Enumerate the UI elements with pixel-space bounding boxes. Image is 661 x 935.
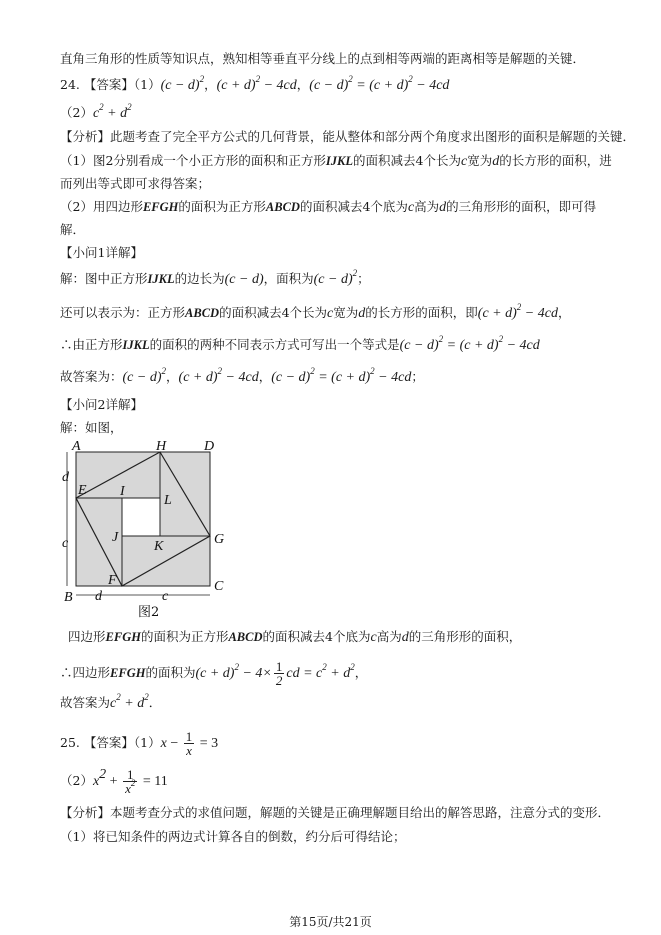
label-i: I xyxy=(120,484,125,499)
label-d: D xyxy=(204,440,215,454)
q25-answer2-line: $(2)x^2$ + $\frac{1}{x^2}$ = 11 xyxy=(60,767,168,796)
solution-2-line-3: ∴四边形EFGH的面积为$(c + d)^2 - 4\times$ $\frac{1}{2}$ cd = $c^2 + d^2$， xyxy=(60,659,368,688)
solution-2-line-1: 解：如图， xyxy=(60,420,123,435)
figure-caption: 图2 xyxy=(138,605,160,620)
dim-label-d-bottom: d xyxy=(95,589,102,604)
solution-1-answer: 故答案为：$(c - d)^2$，$(c + d)^2 - 4cd$，$(c - d)^2 = (c + d)^2 - 4cd$； xyxy=(60,366,424,385)
solution-2-answer: 故答案为$c^2 + d^2$． xyxy=(60,692,162,711)
label-e: E xyxy=(78,483,87,498)
label-c: C xyxy=(214,579,224,594)
page-footer: 第15页/共21页 xyxy=(289,915,372,929)
q25-answer-line: 25. 【答案】（1）x − $\frac{1}{x}$ = 3 xyxy=(60,729,219,758)
analysis-point-1-cont: 而列出等式即可求得答案； xyxy=(60,176,211,191)
solution-1-line-1: 解：图中正方形IJKL的边长为(c − d)，面积为$(c - d)^2$； xyxy=(60,268,370,287)
label-g: G xyxy=(214,532,225,547)
analysis-point-2-cont: 解． xyxy=(60,222,86,237)
label-b: B xyxy=(64,590,73,605)
q24-answer-line: 24. 【答案】$(1)(c - d)^2$，$(c + d)^2 - 4cd$，$(c - d)^2 = (c + d)^2 - 4cd$ xyxy=(60,74,450,93)
geometry-figure xyxy=(58,440,238,620)
analysis25-line: 【分析】本题考查分式的求值问题，解题的关键是正确理解题目给出的解答思路，注意分式的变形． xyxy=(60,805,611,820)
label-a: A xyxy=(72,440,81,454)
analysis-point-2: （2）用四边形EFGH的面积为正方形ABCD的面积减去4个底为c高为d的三角形形的面积，即可得 xyxy=(60,199,597,215)
analysis-line: 【分析】此题考查了完全平方公式的几何背景，能从整体和部分两个角度求出图形的面积是解题的关键． xyxy=(60,129,636,144)
q24-answer2-line: $(2)c^2 + d^2$ xyxy=(60,102,132,121)
label-l: L xyxy=(164,493,172,508)
label-h: H xyxy=(156,440,167,454)
solution-1-line-3: ∴由正方形IJKL的面积的两种不同表示方式可写出一个等式是$(c - d)^2 = (c + d)^2 - 4cd$ xyxy=(60,334,540,353)
subquestion-1-heading: 【小问1详解】 xyxy=(60,245,143,260)
dim-label-d-left: d xyxy=(62,470,69,485)
analysis-point-1: （1）图2分别看成一个小正方形的面积和正方形IJKL的面积减去4个长为c宽为d的长方形的面积，进 xyxy=(60,153,612,169)
label-k: K xyxy=(154,539,164,554)
text-line: 直角三角形的性质等知识点，熟知相等垂直平分线上的点到相等两端的距离相等是解题的关键． xyxy=(60,51,586,66)
solution-2-line-2: 四边形EFGH的面积为正方形ABCD的面积减去4个底为c高为d的三角形形的面积， xyxy=(68,629,522,645)
label-j: J xyxy=(112,530,119,545)
solution-1-line-2: 还可以表示为：正方形ABCD的面积减去4个长为c宽为d的长方形的面积，即$(c + d)^2 - 4cd$， xyxy=(60,302,571,321)
dim-label-c-bottom: c xyxy=(162,589,169,604)
dim-label-c-left: c xyxy=(62,536,69,551)
q25-solution-1: （1）将已知条件的两边式计算各自的倒数，约分后可得结论； xyxy=(60,829,406,844)
square-ijkl xyxy=(122,498,160,536)
label-f: F xyxy=(108,573,117,588)
subquestion-2-heading: 【小问2详解】 xyxy=(60,397,143,412)
